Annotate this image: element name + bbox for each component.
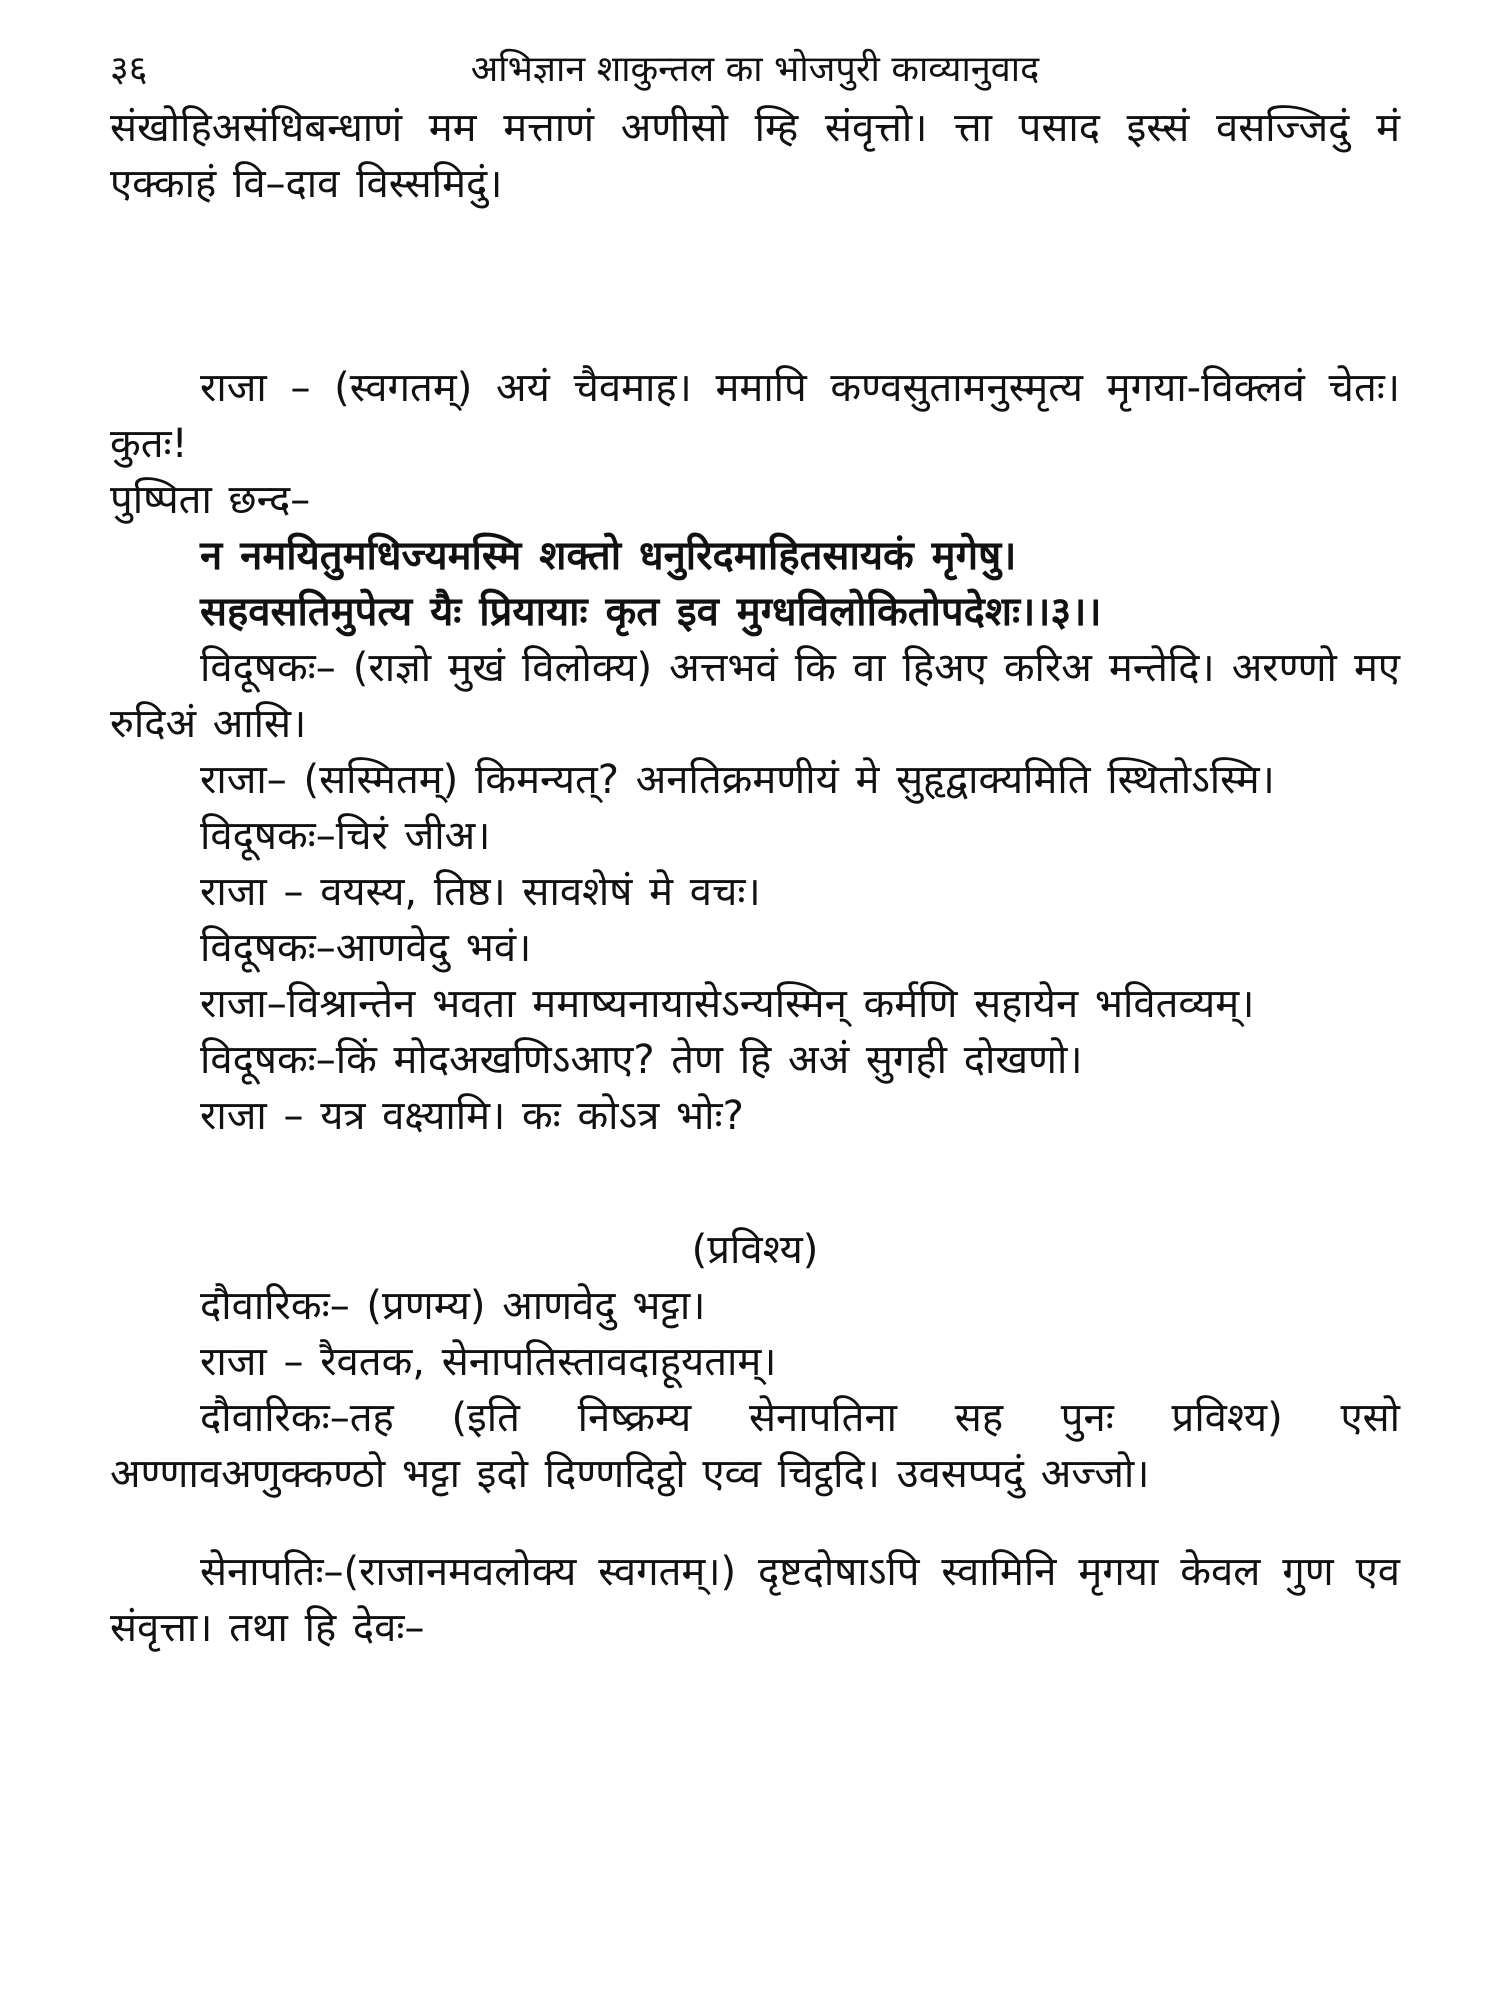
paragraph: राजा–विश्रान्तेन भवता ममाष्यनायासेऽन्यस्मिन् कर्मणि सहायेन भवितव्यम्। — [200, 981, 1255, 1027]
paragraph: राजा – रैवतक, सेनापतिस्तावदाहूयताम्। — [200, 1339, 777, 1385]
paragraph: राजा – यत्र वक्ष्यामि। कः कोऽत्र भोः? — [200, 1093, 744, 1139]
paragraph: दौवारिकः– (प्रणम्य) आणवेदु भट्टा। — [200, 1283, 706, 1329]
paragraph: सेनापतिः–(राजानमवलोक्य स्वगतम्।) दृष्टदोषाऽपि स्वामिनि मृगया केवल गुण एव संवृत्ता। तथा हि देवः– — [110, 1549, 1400, 1651]
verse-line: सहवसतिमुपेत्य यैः प्रियायाः कृत इव मुग्धविलोकितोपदेशः।।३।। — [200, 589, 1102, 635]
paragraph: राजा– (सस्मितम्) किमन्यत्? अनतिक्रमणीयं मे सुहृद्वाक्यमिति स्थितोऽस्मि। — [200, 757, 1275, 803]
paragraph: विदूषकः–किं मोदअखणिऽआए? तेण हि अअं सुगही दोखणो। — [200, 1037, 1083, 1083]
page-body — [110, 100, 1400, 1656]
verse-line: न नमयितुमधिज्यमस्मि शक्तो धनुरिदमाहितसायकं मृगेषु। — [200, 533, 1017, 579]
paragraph: संखोहिअसंधिबन्धाणं मम मत्ताणं अणीसो म्हि संवृत्तो। त्ता पसाद इस्सं वसज्जिदुं मं एक्काहं वि–दाव विस्समिदुं। — [110, 105, 1400, 207]
paragraph: विदूषकः–चिरं जीअ। — [200, 813, 491, 859]
paragraph: विदूषकः–आणवेदु भवं। — [200, 925, 532, 971]
running-title: अभिज्ञान शाकुन्तल का भोजपुरी काव्यानुवाद — [470, 49, 1040, 90]
book-page — [110, 40, 1400, 1970]
stage-direction: (प्रविश्य) — [691, 1227, 819, 1273]
meter-label: पुष्पिता छन्द– — [110, 477, 311, 523]
paragraph: विदूषकः– (राज्ञो मुखं विलोक्य) अत्तभवं कि वा हिअए करिअ मन्तेदि। अरण्णो मए रुदिअं आसि। — [110, 645, 1400, 747]
page-number: ३६ — [110, 49, 148, 90]
page-header — [110, 40, 1400, 100]
paragraph: राजा – वयस्य, तिष्ठ। सावशेषं मे वचः। — [200, 869, 761, 915]
paragraph: दौवारिकः–तह (इति निष्क्रम्य सेनापतिना सह पुनः प्रविश्य) एसो अण्णावअणुक्कण्ठो भट्टा इदो दिण्णदिट्ठो एव्व चिट्ठदि। उवसप्पदुं अज्जो। — [110, 1395, 1400, 1497]
paragraph: राजा – (स्वगतम्) अयं चैवमाह। ममापि कण्वसुतामनुस्मृत्य मृगया-विक्लवं चेतः। कुतः! — [110, 365, 1400, 467]
